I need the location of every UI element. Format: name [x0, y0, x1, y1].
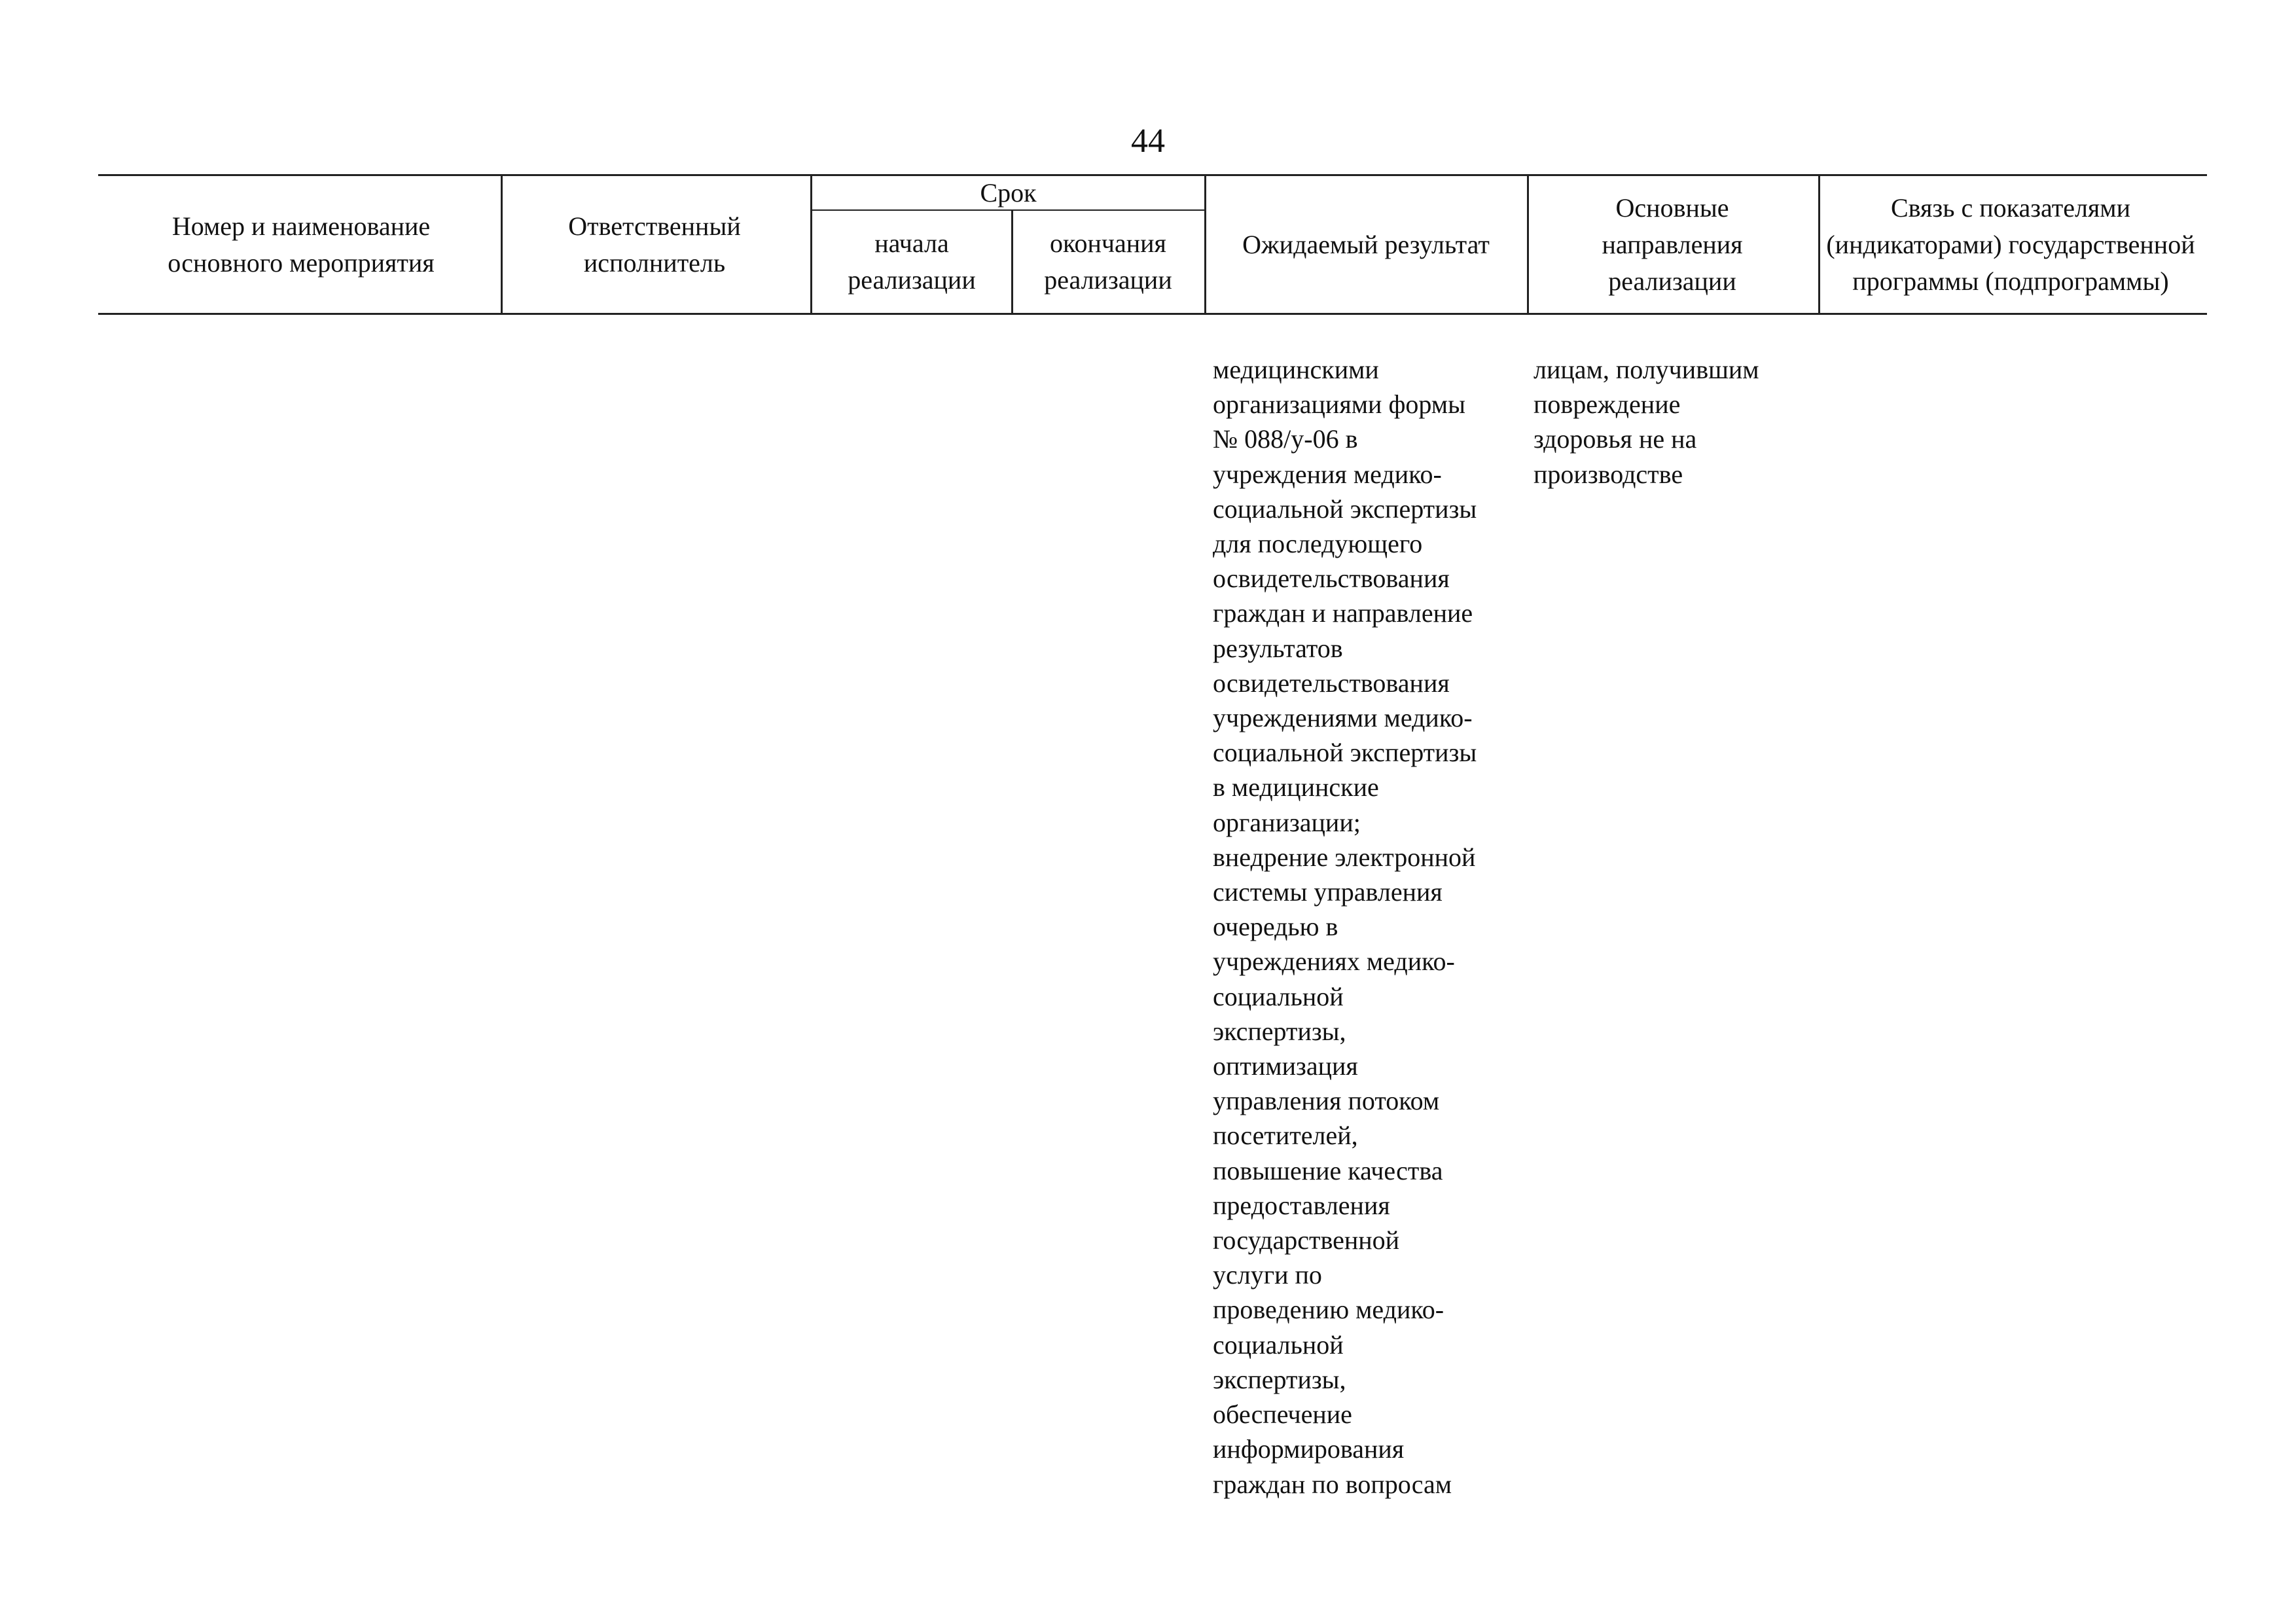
column-divider [1011, 209, 1013, 315]
column-divider [501, 174, 503, 315]
result-cell-text: медицинскими организациями формы № 088/у-06 в учреждения медико- социальной экспертизы для последующего освидетельствования граждан и направление результатов освидетельствования учреждениями медико- социальной экспертизы в медицинские организации; внедрение электронной системы управления очередью в учреждениях медико- социальной экспертизы, оптимизация управления потоком посетителей, повышение качества предоставления государственной услуги по проведению медико- социальной экспертизы, обеспечение информирования граждан по вопросам [1213, 355, 1477, 1499]
page-number: 44 [1131, 122, 1165, 160]
header-term: Срок [980, 177, 1037, 208]
header-term-start: начала реализации [848, 228, 976, 295]
header-event: Номер и наименование основного мероприятия [168, 211, 435, 278]
column-divider [1527, 174, 1529, 315]
header-directions: Основные направления реализации [1602, 192, 1743, 296]
directions-cell-text: лицам, получившим повреждение здоровья не на производстве [1534, 355, 1759, 489]
column-divider [1818, 174, 1820, 315]
column-divider [1204, 174, 1206, 315]
header-term-end: окончания реализации [1044, 228, 1172, 295]
header-result: Ожидаемый результат [1242, 229, 1490, 259]
header-indicators: Связь с показателями (индикаторами) государственной программы (подпрограммы) [1826, 192, 2195, 296]
header-executor: Ответственный исполнитель [568, 211, 741, 278]
